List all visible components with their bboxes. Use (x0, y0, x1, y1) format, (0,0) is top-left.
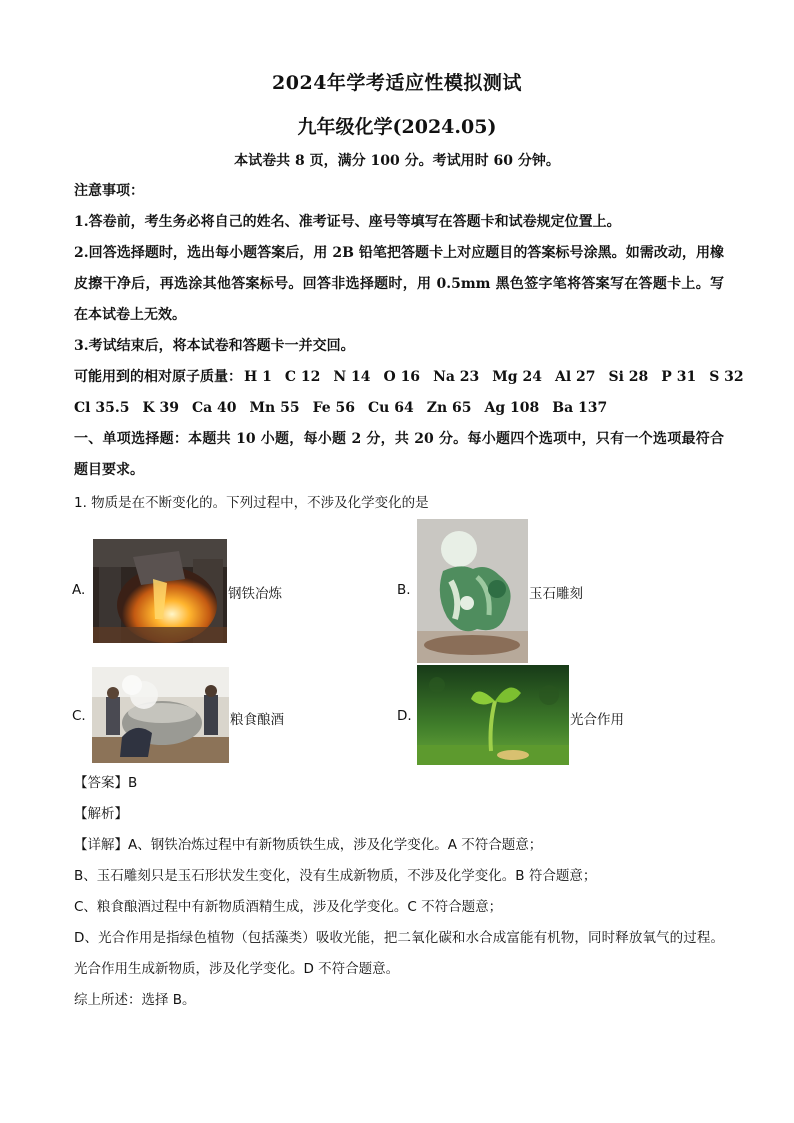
notes-item-1: 1.答卷前，考生务必将自己的姓名、准考证号、座号等填写在答题卡和试卷规定位置上。 (74, 214, 621, 230)
atomic-masses-line-1: 可能用到的相对原子质量： H 1 C 12 N 14 O 16 Na 23 Mg 24 Al 27 Si 28 P 31 S 32 (74, 362, 754, 393)
option-d-text: 光合作用 (570, 712, 624, 728)
option-c-text: 粮食酿酒 (230, 712, 284, 728)
answer-value: B (128, 775, 138, 791)
option-c-letter: C. (72, 708, 86, 724)
exam-title: 2024年学考适应性模拟测试 (272, 72, 522, 94)
notes-heading: 注意事项： (74, 183, 144, 199)
option-a-letter: A. (72, 582, 86, 598)
jade-carving-photo (417, 519, 528, 663)
section-1-heading: 一、单项选择题：本题共 10 小题，每小题 2 分，共 20 分。每小题四个选项中，只有一个选项最符合题目要求。 (74, 431, 724, 478)
analysis-label: 【解析】 (74, 806, 128, 822)
notes-item-2: 2.回答选择题时，选出每小题答案后，用 2B 铅笔把答题卡上对应题目的答案标号涂黑。如需改动，用橡皮擦干净后，再选涂其他答案标号。回答非选择题时，用 0.5mm 黑色签字笔将答案写在答题卡上。写在本试卷上无效。 (74, 245, 724, 323)
seedling-photo (417, 665, 569, 765)
exam-info: 本试卷共 8 页，满分 100 分。考试用时 60 分钟。 (234, 153, 560, 169)
summary: 综上所述：选择 B。 (74, 992, 196, 1008)
option-b-text: 玉石雕刻 (529, 586, 583, 602)
detail-d: D、光合作用是指绿色植物（包括藻类）吸收光能，把二氧化碳和水合成富能有机物，同时释放氧气的过程。光合作用生成新物质，涉及化学变化。D 不符合题意。 (74, 930, 724, 977)
grain-brewing-photo (92, 667, 229, 763)
option-b-letter: B. (397, 582, 411, 598)
answer-label: 【答案】 (74, 775, 128, 791)
answer-line (74, 768, 724, 799)
detail-a: 【详解】A、钢铁冶炼过程中有新物质铁生成，涉及化学变化。A 不符合题意； (74, 837, 543, 853)
detail-c: C、粮食酿酒过程中有新物质酒精生成，涉及化学变化。C 不符合题意； (74, 899, 503, 915)
detail-b: B、玉石雕刻只是玉石形状发生变化，没有生成新物质，不涉及化学变化。B 符合题意； (74, 868, 597, 884)
detail-label: 【详解】 (74, 837, 128, 853)
question-1-stem: 1. 物质是在不断变化的。下列过程中，不涉及化学变化的是 (74, 495, 429, 511)
option-a-text: 钢铁冶炼 (228, 586, 282, 602)
atomic-masses-label: 可能用到的相对原子质量： (74, 369, 242, 385)
exam-subtitle: 九年级化学(2024.05) (297, 116, 497, 138)
option-d-letter: D. (397, 708, 412, 724)
notes-item-3: 3.考试结束后，将本试卷和答题卡一并交回。 (74, 338, 355, 354)
steel-smelting-photo (93, 539, 227, 643)
atomic-masses-line-2: Cl 35.5 K 39 Ca 40 Mn 55 Fe 56 Cu 64 Zn 65 Ag 108 Ba 137 (74, 400, 608, 416)
